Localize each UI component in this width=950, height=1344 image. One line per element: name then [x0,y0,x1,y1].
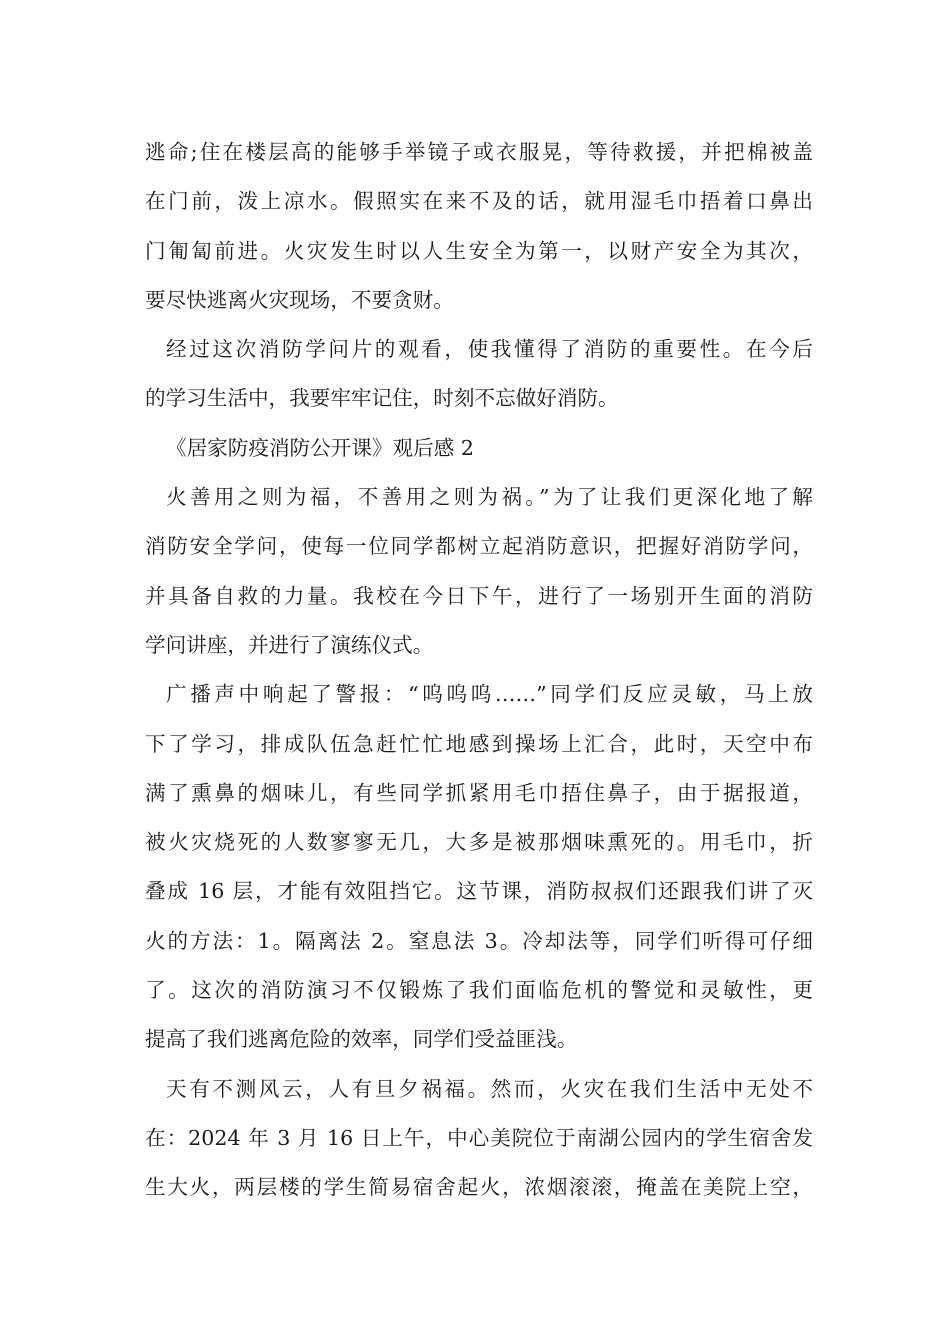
text-line: 的学习生活中，我要牢牢记住，时刻不忘做好消防。 [145,386,619,411]
text-line: 并具备自救的力量。我校在今日下午，进行了一场别开生面的消防 [145,583,813,608]
text-line: 广播声中响起了警报：“呜呜呜……”同学们反应灵敏，马上放 [166,682,813,707]
text-line: 经过这次消防学问片的观看，使我懂得了消防的重要性。在今后 [166,337,813,362]
text-line: 消防安全学问，使每一位同学都树立起消防意识，把握好消防学问， [145,534,813,559]
text-line: 提高了我们逃离危险的效率，同学们受益匪浅。 [145,1027,578,1052]
text-line: 下了学习，排成队伍急赶忙忙地感到操场上汇合，此时，天空中布 [145,731,813,756]
text-line: 满了熏鼻的烟味儿，有些同学抓紧用毛巾捂住鼻子，由于据报道， [145,780,813,805]
text-line: 生大火，两层楼的学生简易宿舍起火，浓烟滚滚，掩盖在美院上空， [145,1175,813,1200]
text-line: 天有不测风云，人有旦夕祸福。然而，火灾在我们生活中无处不 [166,1076,813,1101]
text-line: 火善用之则为福，不善用之则为祸。”为了让我们更深化地了解 [166,485,813,510]
text-line: 了。这次的消防演习不仅锻炼了我们面临危机的警觉和灵敏性，更 [145,978,813,1003]
document-body [145,128,813,1213]
text-line: 学问讲座，并进行了演练仪式。 [145,632,434,657]
paragraph-drill [145,670,813,1064]
text-line: 逃命;住在楼层高的能够手举镜子或衣服晃，等待救援，并把棉被盖 [145,140,813,164]
paragraph-conclusion [145,325,813,424]
section-heading [145,424,813,473]
text-line: 火的方法：1。隔离法 2。窒息法 3。冷却法等，同学们听得可仔细 [145,928,813,953]
text-line: 门匍匐前进。火灾发生时以人生安全为第一，以财产安全为其次， [145,238,813,263]
paragraph-incident [145,1065,813,1213]
heading-text: 《居家防疫消防公开课》观后感 2 [166,435,474,460]
text-line: 要尽快逃离火灾现场，不要贪财。 [145,287,454,312]
paragraph-intro [145,473,813,670]
text-line: 在门前，泼上凉水。假照实在来不及的话，就用湿毛巾捂着口鼻出 [145,189,813,214]
text-line: 叠成 16 层，才能有效阻挡它。这节课，消防叔叔们还跟我们讲了灭 [145,879,813,904]
paragraph-escape-advice [145,128,813,325]
text-line: 在：2024 年 3 月 16 日上午，中心美院位于南湖公园内的学生宿舍发 [145,1125,813,1150]
text-line: 被火灾烧死的人数寥寥无几，大多是被那烟味熏死的。用毛巾，折 [145,830,813,855]
